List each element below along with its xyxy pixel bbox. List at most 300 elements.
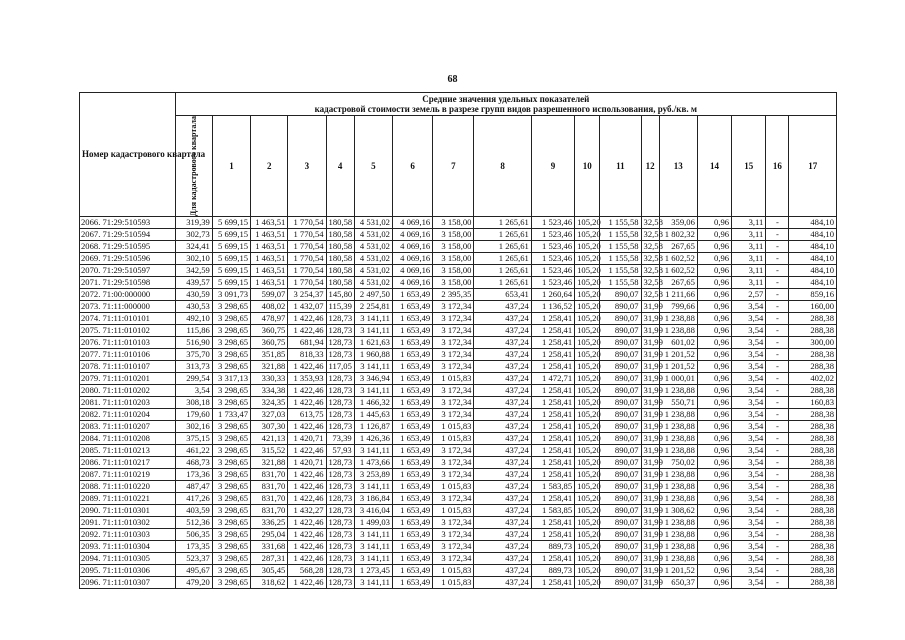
cell-col-3: 1 420,71 xyxy=(288,457,326,469)
cell-col-7: 3 172,34 xyxy=(433,385,474,397)
cell-col-17: 288,38 xyxy=(789,385,837,397)
cell-for-quarter: 342,59 xyxy=(175,265,212,277)
cell-col-3: 1 770,54 xyxy=(288,229,326,241)
cell-col-1: 3 298,65 xyxy=(212,325,250,337)
cell-col-4: 180,58 xyxy=(326,241,354,253)
cell-col-10: 105,20 xyxy=(575,517,600,529)
cell-col-14: 0,96 xyxy=(697,265,731,277)
cell-col-11: 890,07 xyxy=(600,349,641,361)
cell-col-3: 1 422,46 xyxy=(288,493,326,505)
cell-col-13: 650,37 xyxy=(659,577,697,589)
table-row xyxy=(80,277,837,289)
cell-col-2: 831,70 xyxy=(251,481,288,493)
cell-col-5: 4 531,02 xyxy=(354,229,392,241)
cell-for-quarter: 512,36 xyxy=(175,517,212,529)
cell-col-8: 437,24 xyxy=(474,361,531,373)
cell-col-16: - xyxy=(766,397,789,409)
cell-col-3: 1 422,46 xyxy=(288,325,326,337)
cell-col-6: 1 653,49 xyxy=(392,553,432,565)
cell-col-7: 3 172,34 xyxy=(433,409,474,421)
cell-col-6: 4 069,16 xyxy=(392,217,432,229)
cell-col-15: 3,54 xyxy=(732,421,766,433)
cell-col-17: 288,38 xyxy=(789,325,837,337)
cell-cadastral-number: 2084. 71:11:010208 xyxy=(80,433,176,445)
cell-col-7: 2 395,35 xyxy=(433,289,474,301)
cell-col-3: 1 422,46 xyxy=(288,553,326,565)
cell-col-13: 1 238,88 xyxy=(659,529,697,541)
cell-col-13: 1 000,01 xyxy=(659,373,697,385)
cell-col-8: 437,24 xyxy=(474,457,531,469)
cell-col-17: 288,38 xyxy=(789,469,837,481)
cell-for-quarter: 319,39 xyxy=(175,217,212,229)
cell-col-6: 1 653,49 xyxy=(392,349,432,361)
cell-col-3: 1 422,46 xyxy=(288,469,326,481)
cell-col-2: 321,88 xyxy=(251,361,288,373)
cell-col-4: 128,73 xyxy=(326,397,354,409)
cell-col-3: 1 353,93 xyxy=(288,373,326,385)
table-row xyxy=(80,361,837,373)
cell-col-3: 613,75 xyxy=(288,409,326,421)
cell-col-15: 3,54 xyxy=(732,385,766,397)
cell-col-1: 3 298,65 xyxy=(212,349,250,361)
cell-col-11: 890,07 xyxy=(600,421,641,433)
cell-col-8: 437,24 xyxy=(474,421,531,433)
cell-col-12: 31,99 xyxy=(641,421,659,433)
cell-col-11: 890,07 xyxy=(600,469,641,481)
cell-col-12: 31,99 xyxy=(641,301,659,313)
cell-col-14: 0,96 xyxy=(697,349,731,361)
cell-col-12: 31,99 xyxy=(641,445,659,457)
cell-col-14: 0,96 xyxy=(697,409,731,421)
cell-col-9: 889,73 xyxy=(531,565,574,577)
cell-col-7: 1 015,83 xyxy=(433,373,474,385)
cell-cadastral-number: 2077. 71:11:010106 xyxy=(80,349,176,361)
column-header-11: 11 xyxy=(600,116,641,217)
cell-col-16: - xyxy=(766,553,789,565)
cell-col-9: 1 258,41 xyxy=(531,433,574,445)
cell-col-16: - xyxy=(766,565,789,577)
cell-col-10: 105,20 xyxy=(575,529,600,541)
cell-col-1: 3 298,65 xyxy=(212,433,250,445)
cell-col-9: 1 260,64 xyxy=(531,289,574,301)
cell-col-6: 4 069,16 xyxy=(392,253,432,265)
cell-col-12: 32,58 xyxy=(641,277,659,289)
cell-col-15: 3,54 xyxy=(732,349,766,361)
cell-col-8: 437,24 xyxy=(474,505,531,517)
cell-for-quarter: 324,41 xyxy=(175,241,212,253)
cell-col-16: - xyxy=(766,457,789,469)
column-header-10: 10 xyxy=(575,116,600,217)
cell-col-14: 0,96 xyxy=(697,445,731,457)
cell-col-2: 408,02 xyxy=(251,301,288,313)
cell-col-4: 128,73 xyxy=(326,553,354,565)
cell-col-1: 3 298,65 xyxy=(212,397,250,409)
cell-col-4: 128,73 xyxy=(326,373,354,385)
cell-col-4: 128,73 xyxy=(326,313,354,325)
cell-col-16: - xyxy=(766,241,789,253)
cell-col-11: 1 155,58 xyxy=(600,277,641,289)
cell-col-10: 105,20 xyxy=(575,433,600,445)
cell-for-quarter: 516,90 xyxy=(175,337,212,349)
cell-col-15: 3,54 xyxy=(732,337,766,349)
cell-col-11: 890,07 xyxy=(600,361,641,373)
cell-col-16: - xyxy=(766,541,789,553)
cell-col-2: 321,88 xyxy=(251,457,288,469)
page-number: 68 xyxy=(447,74,458,85)
cell-col-2: 334,38 xyxy=(251,385,288,397)
table-row xyxy=(80,253,837,265)
cell-col-6: 1 653,49 xyxy=(392,457,432,469)
column-header-7: 7 xyxy=(433,116,474,217)
cell-col-8: 437,24 xyxy=(474,385,531,397)
cell-col-17: 859,16 xyxy=(789,289,837,301)
cell-col-9: 1 258,41 xyxy=(531,469,574,481)
cell-col-9: 1 258,41 xyxy=(531,385,574,397)
cell-for-quarter: 523,37 xyxy=(175,553,212,565)
cell-col-14: 0,96 xyxy=(697,529,731,541)
table-row xyxy=(80,481,837,493)
cell-col-2: 478,97 xyxy=(251,313,288,325)
cell-col-5: 1 126,87 xyxy=(354,421,392,433)
cell-col-13: 1 238,88 xyxy=(659,313,697,325)
header-row-title xyxy=(80,93,837,116)
cell-col-3: 1 422,46 xyxy=(288,529,326,541)
cell-col-7: 3 158,00 xyxy=(433,277,474,289)
cell-col-4: 180,58 xyxy=(326,265,354,277)
cell-col-11: 890,07 xyxy=(600,325,641,337)
cell-cadastral-number: 2068. 71:29:510595 xyxy=(80,241,176,253)
cell-col-5: 1 960,88 xyxy=(354,349,392,361)
cell-for-quarter: 299,54 xyxy=(175,373,212,385)
cell-for-quarter: 430,53 xyxy=(175,301,212,313)
cell-col-10: 105,20 xyxy=(575,229,600,241)
cell-col-15: 3,54 xyxy=(732,361,766,373)
cell-col-5: 3 141,11 xyxy=(354,481,392,493)
cell-col-13: 267,65 xyxy=(659,241,697,253)
cell-col-11: 1 155,58 xyxy=(600,265,641,277)
cell-col-17: 288,38 xyxy=(789,493,837,505)
cell-cadastral-number: 2072. 71:00:000000 xyxy=(80,289,176,301)
cell-col-7: 3 172,34 xyxy=(433,397,474,409)
cell-col-7: 1 015,83 xyxy=(433,433,474,445)
cell-col-11: 890,07 xyxy=(600,373,641,385)
cell-col-5: 4 531,02 xyxy=(354,277,392,289)
cell-col-3: 568,28 xyxy=(288,565,326,577)
cell-col-4: 128,73 xyxy=(326,325,354,337)
cell-col-4: 117,05 xyxy=(326,361,354,373)
cell-col-2: 315,52 xyxy=(251,445,288,457)
cell-col-1: 3 298,65 xyxy=(212,457,250,469)
cell-col-12: 32,58 xyxy=(641,217,659,229)
cell-col-16: - xyxy=(766,373,789,385)
cell-col-7: 3 172,34 xyxy=(433,349,474,361)
cell-col-8: 437,24 xyxy=(474,445,531,457)
cell-col-14: 0,96 xyxy=(697,253,731,265)
cell-col-17: 484,10 xyxy=(789,277,837,289)
table-row xyxy=(80,505,837,517)
cell-col-9: 1 258,41 xyxy=(531,493,574,505)
cell-col-15: 3,54 xyxy=(732,457,766,469)
cell-col-5: 1 621,63 xyxy=(354,337,392,349)
cell-col-16: - xyxy=(766,481,789,493)
cell-col-4: 128,73 xyxy=(326,385,354,397)
cell-col-11: 890,07 xyxy=(600,565,641,577)
cell-col-7: 1 015,83 xyxy=(433,505,474,517)
cell-col-1: 5 699,15 xyxy=(212,241,250,253)
cell-col-2: 318,62 xyxy=(251,577,288,589)
column-header-16: 16 xyxy=(766,116,789,217)
cell-col-4: 128,73 xyxy=(326,565,354,577)
cell-col-11: 1 155,58 xyxy=(600,217,641,229)
table-row xyxy=(80,565,837,577)
cell-col-8: 437,24 xyxy=(474,433,531,445)
cell-col-12: 31,99 xyxy=(641,481,659,493)
table-row xyxy=(80,469,837,481)
cell-col-14: 0,96 xyxy=(697,361,731,373)
cell-col-10: 105,20 xyxy=(575,325,600,337)
column-header-6: 6 xyxy=(392,116,432,217)
column-header-for-quarter xyxy=(175,116,212,217)
cell-col-16: - xyxy=(766,265,789,277)
table-row xyxy=(80,457,837,469)
cell-col-13: 359,06 xyxy=(659,217,697,229)
cell-col-14: 0,96 xyxy=(697,469,731,481)
table-row xyxy=(80,385,837,397)
cell-col-10: 105,20 xyxy=(575,421,600,433)
cell-cadastral-number: 2069. 71:29:510596 xyxy=(80,253,176,265)
cell-col-12: 31,99 xyxy=(641,565,659,577)
cell-col-17: 288,38 xyxy=(789,529,837,541)
cell-cadastral-number: 2079. 71:11:010201 xyxy=(80,373,176,385)
cell-col-2: 336,25 xyxy=(251,517,288,529)
cell-col-16: - xyxy=(766,361,789,373)
cell-cadastral-number: 2089. 71:11:010221 xyxy=(80,493,176,505)
column-header-12: 12 xyxy=(641,116,659,217)
cell-col-14: 0,96 xyxy=(697,217,731,229)
cell-col-10: 105,20 xyxy=(575,457,600,469)
cell-col-2: 831,70 xyxy=(251,469,288,481)
cell-col-2: 421,13 xyxy=(251,433,288,445)
cell-col-1: 3 298,65 xyxy=(212,553,250,565)
cell-col-1: 3 298,65 xyxy=(212,361,250,373)
cell-col-5: 3 141,11 xyxy=(354,325,392,337)
cell-col-16: - xyxy=(766,325,789,337)
cell-col-4: 180,58 xyxy=(326,277,354,289)
cell-col-13: 1 602,52 xyxy=(659,265,697,277)
cell-col-9: 1 258,41 xyxy=(531,517,574,529)
cell-col-13: 601,02 xyxy=(659,337,697,349)
cell-col-1: 5 699,15 xyxy=(212,277,250,289)
cell-col-16: - xyxy=(766,445,789,457)
cell-cadastral-number: 2096. 71:11:010307 xyxy=(80,577,176,589)
cell-col-3: 1 770,54 xyxy=(288,217,326,229)
cell-col-4: 180,58 xyxy=(326,229,354,241)
cell-col-10: 105,20 xyxy=(575,313,600,325)
cell-col-15: 3,54 xyxy=(732,541,766,553)
cell-col-15: 3,54 xyxy=(732,469,766,481)
cell-col-5: 1 473,66 xyxy=(354,457,392,469)
cell-col-6: 1 653,49 xyxy=(392,493,432,505)
cell-col-1: 5 699,15 xyxy=(212,265,250,277)
cell-col-10: 105,20 xyxy=(575,385,600,397)
cell-for-quarter: 173,36 xyxy=(175,469,212,481)
cell-col-14: 0,96 xyxy=(697,301,731,313)
cell-col-2: 1 463,51 xyxy=(251,241,288,253)
cell-col-5: 4 531,02 xyxy=(354,241,392,253)
cell-col-12: 31,99 xyxy=(641,553,659,565)
column-header-for-quarter-text: Для кадастрового квартала xyxy=(189,116,199,217)
cell-col-3: 1 422,46 xyxy=(288,445,326,457)
cell-col-3: 1 770,54 xyxy=(288,241,326,253)
cell-col-13: 1 238,88 xyxy=(659,421,697,433)
cell-for-quarter: 179,60 xyxy=(175,409,212,421)
cell-for-quarter: 495,67 xyxy=(175,565,212,577)
cell-col-12: 31,99 xyxy=(641,373,659,385)
cell-col-4: 128,73 xyxy=(326,541,354,553)
cell-col-2: 1 463,51 xyxy=(251,265,288,277)
cell-col-3: 1 422,46 xyxy=(288,397,326,409)
cell-col-16: - xyxy=(766,337,789,349)
cell-col-13: 550,71 xyxy=(659,397,697,409)
cell-col-17: 160,83 xyxy=(789,397,837,409)
cell-col-13: 750,02 xyxy=(659,457,697,469)
cell-col-4: 128,73 xyxy=(326,577,354,589)
cell-for-quarter: 417,26 xyxy=(175,493,212,505)
cell-col-2: 831,70 xyxy=(251,493,288,505)
cell-col-6: 4 069,16 xyxy=(392,241,432,253)
cell-col-3: 1 432,27 xyxy=(288,505,326,517)
cell-col-5: 4 531,02 xyxy=(354,217,392,229)
cell-col-7: 3 158,00 xyxy=(433,241,474,253)
cell-col-15: 3,54 xyxy=(732,517,766,529)
cell-col-11: 890,07 xyxy=(600,517,641,529)
cell-col-15: 3,54 xyxy=(732,577,766,589)
cell-col-6: 1 653,49 xyxy=(392,421,432,433)
cell-col-8: 437,24 xyxy=(474,337,531,349)
cell-col-2: 295,04 xyxy=(251,529,288,541)
cell-col-7: 3 172,34 xyxy=(433,457,474,469)
cell-col-9: 1 523,46 xyxy=(531,217,574,229)
cell-col-9: 1 523,46 xyxy=(531,253,574,265)
cell-col-17: 484,10 xyxy=(789,229,837,241)
table-row xyxy=(80,313,837,325)
cell-col-6: 4 069,16 xyxy=(392,277,432,289)
cell-for-quarter: 439,57 xyxy=(175,277,212,289)
cell-col-11: 890,07 xyxy=(600,409,641,421)
cell-for-quarter: 115,86 xyxy=(175,325,212,337)
column-header-13: 13 xyxy=(659,116,697,217)
cell-col-10: 105,20 xyxy=(575,409,600,421)
cell-col-17: 300,00 xyxy=(789,337,837,349)
cell-col-10: 105,20 xyxy=(575,469,600,481)
cell-col-6: 1 653,49 xyxy=(392,313,432,325)
cell-col-2: 307,30 xyxy=(251,421,288,433)
table-row xyxy=(80,337,837,349)
cell-col-6: 4 069,16 xyxy=(392,265,432,277)
cell-col-9: 889,73 xyxy=(531,541,574,553)
cell-col-16: - xyxy=(766,217,789,229)
cell-col-17: 288,38 xyxy=(789,565,837,577)
cell-col-6: 1 653,49 xyxy=(392,337,432,349)
cell-col-1: 3 298,65 xyxy=(212,481,250,493)
cell-col-12: 31,99 xyxy=(641,493,659,505)
cell-col-15: 3,11 xyxy=(732,241,766,253)
cell-col-14: 0,96 xyxy=(697,229,731,241)
table-row xyxy=(80,229,837,241)
cell-col-15: 3,11 xyxy=(732,253,766,265)
cell-cadastral-number: 2080. 71:11:010202 xyxy=(80,385,176,397)
cell-col-6: 1 653,49 xyxy=(392,373,432,385)
cell-col-9: 1 258,41 xyxy=(531,313,574,325)
cell-col-16: - xyxy=(766,385,789,397)
cell-col-1: 3 298,65 xyxy=(212,445,250,457)
table-body xyxy=(80,217,837,589)
cell-col-5: 3 141,11 xyxy=(354,385,392,397)
cadastral-values-table xyxy=(79,92,837,589)
cell-col-7: 3 158,00 xyxy=(433,253,474,265)
cell-cadastral-number: 2094. 71:11:010305 xyxy=(80,553,176,565)
cell-col-11: 890,07 xyxy=(600,289,641,301)
cell-col-7: 3 172,34 xyxy=(433,517,474,529)
cell-col-4: 145,80 xyxy=(326,289,354,301)
cell-col-15: 3,54 xyxy=(732,553,766,565)
cell-col-12: 31,99 xyxy=(641,397,659,409)
cell-col-15: 3,54 xyxy=(732,397,766,409)
cell-col-5: 2 497,50 xyxy=(354,289,392,301)
cell-col-5: 3 141,11 xyxy=(354,361,392,373)
cell-col-7: 3 172,34 xyxy=(433,469,474,481)
cell-col-16: - xyxy=(766,289,789,301)
column-header-5: 5 xyxy=(354,116,392,217)
cell-col-11: 890,07 xyxy=(600,541,641,553)
cell-col-14: 0,96 xyxy=(697,313,731,325)
cell-col-9: 1 258,41 xyxy=(531,445,574,457)
cell-col-11: 890,07 xyxy=(600,505,641,517)
cell-for-quarter: 302,10 xyxy=(175,253,212,265)
cell-col-6: 1 653,49 xyxy=(392,385,432,397)
cell-col-12: 32,58 xyxy=(641,229,659,241)
cell-col-13: 1 238,88 xyxy=(659,481,697,493)
table-row xyxy=(80,265,837,277)
cell-col-12: 32,58 xyxy=(641,265,659,277)
cell-col-10: 105,20 xyxy=(575,577,600,589)
cell-col-12: 31,99 xyxy=(641,337,659,349)
cell-col-5: 4 531,02 xyxy=(354,265,392,277)
cell-col-5: 2 254,81 xyxy=(354,301,392,313)
cell-col-17: 288,38 xyxy=(789,541,837,553)
cell-col-16: - xyxy=(766,409,789,421)
cell-col-5: 3 253,89 xyxy=(354,469,392,481)
cell-col-6: 1 653,49 xyxy=(392,517,432,529)
cell-col-10: 105,20 xyxy=(575,265,600,277)
cell-col-12: 31,99 xyxy=(641,505,659,517)
cell-col-12: 31,99 xyxy=(641,541,659,553)
cell-col-7: 3 158,00 xyxy=(433,265,474,277)
cell-col-5: 1 426,36 xyxy=(354,433,392,445)
cell-col-7: 3 172,34 xyxy=(433,301,474,313)
cell-col-1: 3 298,65 xyxy=(212,469,250,481)
cell-col-1: 1 733,47 xyxy=(212,409,250,421)
cell-col-13: 1 238,88 xyxy=(659,325,697,337)
cell-col-8: 437,24 xyxy=(474,325,531,337)
column-header-2: 2 xyxy=(251,116,288,217)
cell-col-13: 1 238,88 xyxy=(659,553,697,565)
column-header-9: 9 xyxy=(531,116,574,217)
cell-col-9: 1 523,46 xyxy=(531,241,574,253)
cell-col-12: 31,99 xyxy=(641,469,659,481)
cell-col-12: 31,99 xyxy=(641,325,659,337)
cell-col-13: 1 238,88 xyxy=(659,409,697,421)
